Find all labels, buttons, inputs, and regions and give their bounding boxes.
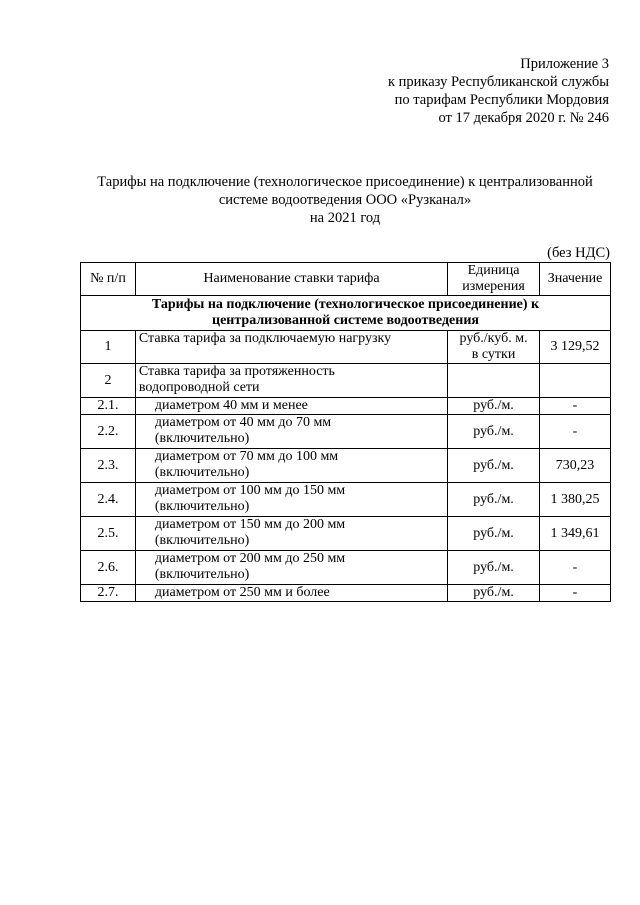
row-number: 1 [81, 331, 136, 364]
appendix-number: Приложение 3 [520, 56, 609, 72]
row-unit [448, 483, 540, 517]
header-num: № п/п [81, 263, 136, 296]
table-row [81, 398, 611, 415]
row-unit-line-1: руб./м. [473, 559, 514, 575]
row-value: - [540, 585, 611, 602]
row-number: 2.6. [81, 551, 136, 585]
row-unit [448, 449, 540, 483]
row-name-line-1: Ставка тарифа за протяженность [138, 364, 335, 379]
table-row [81, 449, 611, 483]
table-row [81, 364, 611, 398]
appendix-header [388, 55, 609, 127]
section-title-line-2: централизованной системе водоотведения [212, 313, 479, 328]
header-unit-line-2: измерения [462, 279, 525, 294]
row-unit-line-2: в сутки [471, 347, 516, 362]
row-name-line-2: (включительно) [154, 533, 250, 548]
row-name [135, 331, 447, 364]
header-name: Наименование ставки тарифа [135, 263, 447, 296]
row-value: - [540, 415, 611, 449]
row-name-line-2: водопроводной сети [138, 380, 260, 395]
row-number: 2.5. [81, 517, 136, 551]
row-unit-line-1: руб./м. [473, 491, 514, 507]
row-name-line-1: Ставка тарифа за подключаемую нагрузку [138, 331, 392, 346]
row-name-line-1: диаметром от 150 мм до 200 мм [154, 517, 346, 532]
title-line-2: системе водоотведения ООО «Рузканал» [218, 192, 472, 208]
header-unit [448, 263, 540, 296]
table-row [81, 415, 611, 449]
title-line-1: Тарифы на подключение (технологическое присоединение) к централизованной [97, 174, 593, 190]
table-row [81, 517, 611, 551]
row-name-line-1: диаметром от 70 мм до 100 мм [154, 449, 339, 464]
row-name [135, 415, 447, 449]
row-number: 2.2. [81, 415, 136, 449]
section-title [81, 296, 611, 331]
vat-note: (без НДС) [547, 245, 610, 261]
row-unit-line-1: руб./м. [473, 585, 514, 600]
row-name-line-1: диаметром от 100 мм до 150 мм [154, 483, 346, 498]
appendix-authority: по тарифам Республики Мордовия [394, 92, 609, 108]
row-unit [448, 364, 540, 398]
row-unit [448, 551, 540, 585]
row-name-line-2: (включительно) [154, 431, 250, 446]
row-unit [448, 585, 540, 602]
row-value: 1 380,25 [540, 483, 611, 517]
header-value: Значение [540, 263, 611, 296]
row-number: 2.1. [81, 398, 136, 415]
table-row [81, 551, 611, 585]
header-unit-line-1: Единица [467, 263, 520, 278]
row-value: - [540, 551, 611, 585]
row-name [135, 483, 447, 517]
table-row [81, 331, 611, 364]
row-value [540, 364, 611, 398]
row-name [135, 551, 447, 585]
row-name-line-1: диаметром 40 мм и менее [154, 398, 308, 413]
table-header-row [81, 263, 611, 296]
row-number: 2.7. [81, 585, 136, 602]
row-unit-line-1: руб./м. [473, 525, 514, 541]
row-name [135, 364, 447, 398]
row-name [135, 517, 447, 551]
appendix-order-date: от 17 декабря 2020 г. № 246 [438, 110, 609, 126]
row-name-line-2: (включительно) [154, 567, 250, 582]
row-name-line-1: диаметром от 250 мм и более [154, 585, 330, 600]
row-unit-line-1: руб./куб. м. [459, 331, 528, 346]
row-name-line-1: диаметром от 40 мм до 70 мм [154, 415, 332, 430]
document-title [80, 173, 610, 227]
appendix-order-ref: к приказу Республиканской службы [387, 74, 609, 90]
row-unit [448, 415, 540, 449]
row-number: 2.3. [81, 449, 136, 483]
row-name [135, 449, 447, 483]
table-row [81, 585, 611, 602]
section-title-line-1: Тарифы на подключение (технологическое присоединение) к [151, 297, 540, 312]
row-name-line-2: (включительно) [154, 499, 250, 514]
row-number: 2 [81, 364, 136, 398]
row-unit [448, 398, 540, 415]
section-row [81, 296, 611, 331]
row-unit-line-1: руб./м. [473, 457, 514, 473]
row-value: 730,23 [540, 449, 611, 483]
row-value: - [540, 398, 611, 415]
row-unit-line-1: руб./м. [473, 423, 514, 439]
row-value: 1 349,61 [540, 517, 611, 551]
row-name [135, 585, 447, 602]
table-row [81, 483, 611, 517]
row-name-line-1: диаметром от 200 мм до 250 мм [154, 551, 346, 566]
row-value: 3 129,52 [540, 331, 611, 364]
title-line-3: на 2021 год [309, 210, 381, 226]
row-unit-line-1: руб./м. [473, 398, 514, 413]
tariff-table [80, 262, 611, 602]
row-unit [448, 517, 540, 551]
row-unit [448, 331, 540, 364]
row-number: 2.4. [81, 483, 136, 517]
row-name-line-2: (включительно) [154, 465, 250, 480]
row-name [135, 398, 447, 415]
